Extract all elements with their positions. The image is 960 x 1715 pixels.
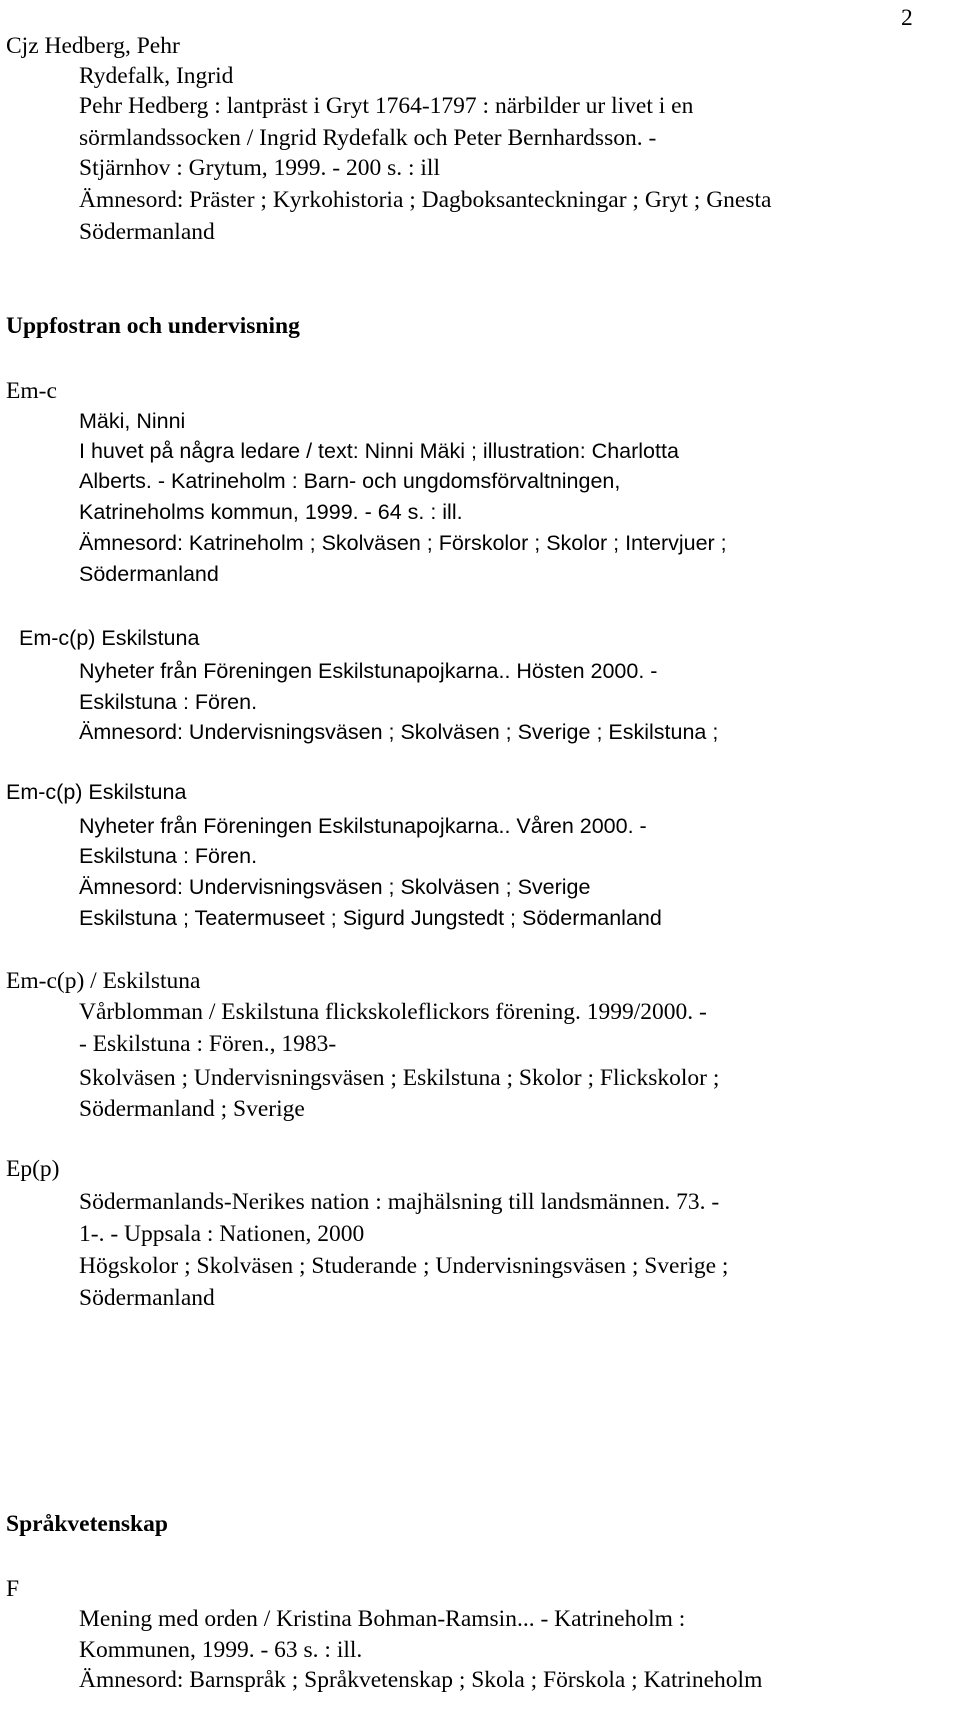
- classification-code: Ep(p): [6, 1156, 60, 1182]
- entry-title-line: - Eskilstuna : Fören., 1983-: [79, 1031, 337, 1057]
- entry-title-line: sörmlandssocken / Ingrid Rydefalk och Peter Bernhardsson. -: [79, 125, 657, 151]
- entry-title-line: Nyheter från Föreningen Eskilstunapojkarna.. Hösten 2000. -: [79, 659, 658, 683]
- entry-subjects: Södermanland: [79, 562, 219, 586]
- entry-title-line: Nyheter från Föreningen Eskilstunapojkarna.. Våren 2000. -: [79, 814, 647, 838]
- entry-title-line: 1-. - Uppsala : Nationen, 2000: [79, 1221, 365, 1247]
- entry-title-line: Vårblomman / Eskilstuna flickskoleflickors förening. 1999/2000. -: [79, 999, 707, 1025]
- entry-subjects: Ämnesord: Undervisningsväsen ; Skolväsen ; Sverige: [79, 875, 591, 899]
- entry-title-line: Katrineholms kommun, 1999. - 64 s. : ill.: [79, 500, 463, 524]
- classification-code: Em-c(p) Eskilstuna: [6, 780, 187, 804]
- classification-code: Em-c(p) / Eskilstuna: [6, 968, 201, 994]
- entry-author: Mäki, Ninni: [79, 409, 186, 433]
- entry-title-line: Eskilstuna : Fören.: [79, 690, 258, 714]
- entry-subjects: Eskilstuna ; Teatermuseet ; Sigurd Jungstedt ; Södermanland: [79, 906, 662, 930]
- entry-subjects: Ämnesord: Katrineholm ; Skolväsen ; Förskolor ; Skolor ; Intervjuer ;: [79, 531, 727, 555]
- entry-subjects: Södermanland: [79, 1285, 215, 1311]
- entry-author: Rydefalk, Ingrid: [79, 63, 234, 89]
- entry-subjects: Södermanland: [79, 219, 215, 245]
- entry-subjects: Ämnesord: Undervisningsväsen ; Skolväsen ; Sverige ; Eskilstuna ;: [79, 720, 719, 744]
- entry-subjects: Högskolor ; Skolväsen ; Studerande ; Undervisningsväsen ; Sverige ;: [79, 1253, 729, 1279]
- entry-publication: Stjärnhov : Grytum, 1999. - 200 s. : ill: [79, 155, 440, 181]
- entry-subjects: Skolväsen ; Undervisningsväsen ; Eskilstuna ; Skolor ; Flickskolor ;: [79, 1065, 720, 1091]
- entry-title-line: Södermanlands-Nerikes nation : majhälsning till landsmännen. 73. -: [79, 1189, 720, 1215]
- entry-subjects: Ämnesord: Barnspråk ; Språkvetenskap ; Skola ; Förskola ; Katrineholm: [79, 1667, 763, 1693]
- entry-title-line: I huvet på några ledare / text: Ninni Mäki ; illustration: Charlotta: [79, 439, 679, 463]
- page-number: 2: [901, 5, 913, 31]
- classification-code: Cjz Hedberg, Pehr: [6, 33, 180, 59]
- entry-subjects: Ämnesord: Präster ; Kyrkohistoria ; Dagboksanteckningar ; Gryt ; Gnesta: [79, 187, 772, 213]
- entry-title-line: Kommunen, 1999. - 63 s. : ill.: [79, 1637, 363, 1663]
- entry-title-line: Pehr Hedberg : lantpräst i Gryt 1764-1797 : närbilder ur livet i en: [79, 93, 694, 119]
- entry-title-line: Alberts. - Katrineholm : Barn- och ungdomsförvaltningen,: [79, 469, 621, 493]
- section-heading: Uppfostran och undervisning: [6, 313, 300, 339]
- section-heading: Språkvetenskap: [6, 1511, 168, 1537]
- classification-code: Em-c(p) Eskilstuna: [19, 626, 200, 650]
- entry-title-line: Eskilstuna : Fören.: [79, 844, 258, 868]
- classification-code: F: [6, 1576, 20, 1602]
- entry-subjects: Södermanland ; Sverige: [79, 1096, 305, 1122]
- classification-code: Em-c: [6, 378, 57, 404]
- entry-title-line: Mening med orden / Kristina Bohman-Ramsin... - Katrineholm :: [79, 1606, 686, 1632]
